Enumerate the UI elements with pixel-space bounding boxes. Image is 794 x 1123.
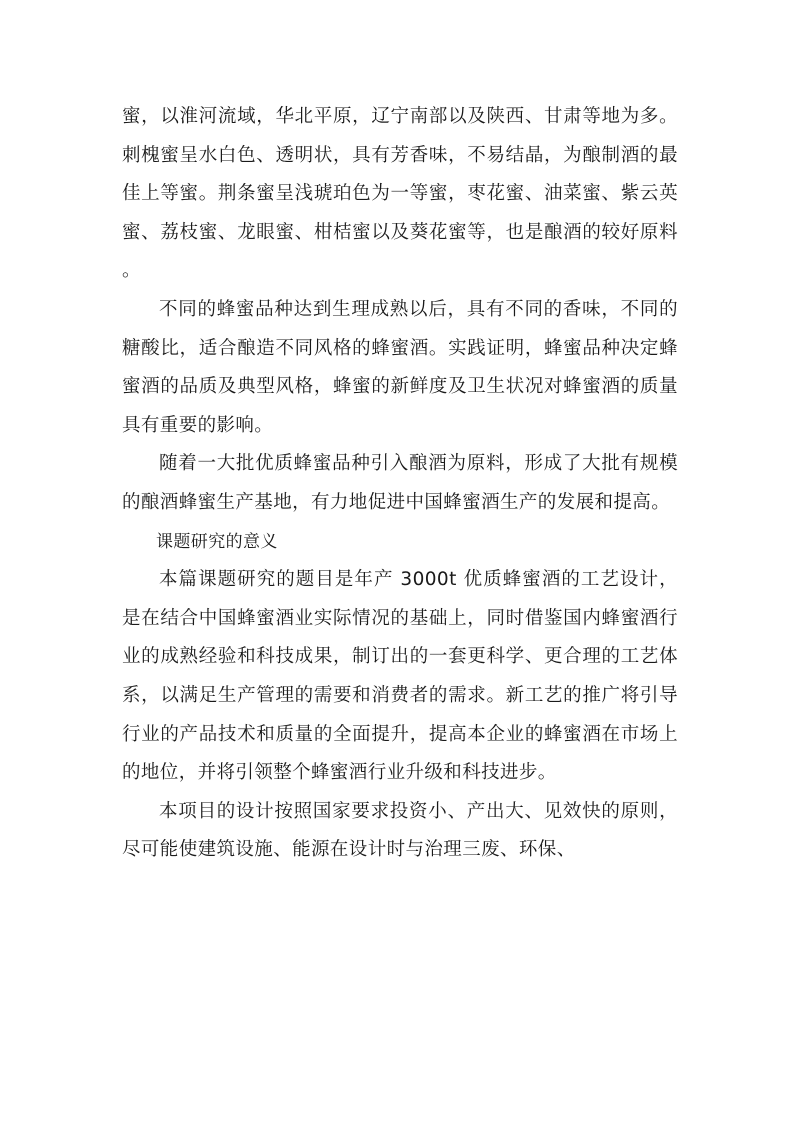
document-body <box>122 98 678 870</box>
paragraph-honey-production-base: 随着一大批优质蜂蜜品种引入酿酒为原料，形成了大批有规模的酿酒蜂蜜生产基地，有力地促进中国蜂蜜酒生产的发展和提高。 <box>122 453 678 513</box>
paragraph-design-principles: 本项目的设计按照国家要求投资小、产出大、见效快的原则，尽可能使建筑设施、能源在设计时与治理三废、环保、 <box>122 800 678 861</box>
paragraph-research-significance: 本篇课题研究的题目是年产 3000t 优质蜂蜜酒的工艺设计，是在结合中国蜂蜜酒业实际情况的基础上，同时借鉴国内蜂蜜酒行业的成熟经验和科技成果，制订出的一套更科学、更合理的工艺体系，以满足生产管理的需要和消费者的需求。新工艺的推广将引导行业的产品技术和质量的全面提升，提高本企业的蜂蜜酒在市场上的地位，并将引领整个蜂蜜酒行业升级和科技进步。 <box>122 569 678 784</box>
paragraph-honey-maturity: 不同的蜂蜜品种达到生理成熟以后，具有不同的香味，不同的糖酸比，适合酿造不同风格的蜂蜜酒。实践证明，蜂蜜品种决定蜂蜜酒的品质及典型风格，蜂蜜的新鲜度及卫生状况对蜂蜜酒的质量具有重要的影响。 <box>122 298 678 436</box>
section-heading: 课题研究的意义 <box>156 531 278 552</box>
paragraph-honey-varieties: 蜜，以淮河流域，华北平原，辽宁南部以及陕西、甘肃等地为多。 刺槐蜜呈水白色、透明状，具有芳香味，不易结晶，为酿制酒的最佳上等蜜。荆条蜜呈浅琥珀色为一等蜜，枣花蜜、油菜蜜、紫云英蜜、荔枝蜜、龙眼蜜、柑桔蜜以及葵花蜜等，也是酿酒的较好原料。 <box>122 106 678 282</box>
